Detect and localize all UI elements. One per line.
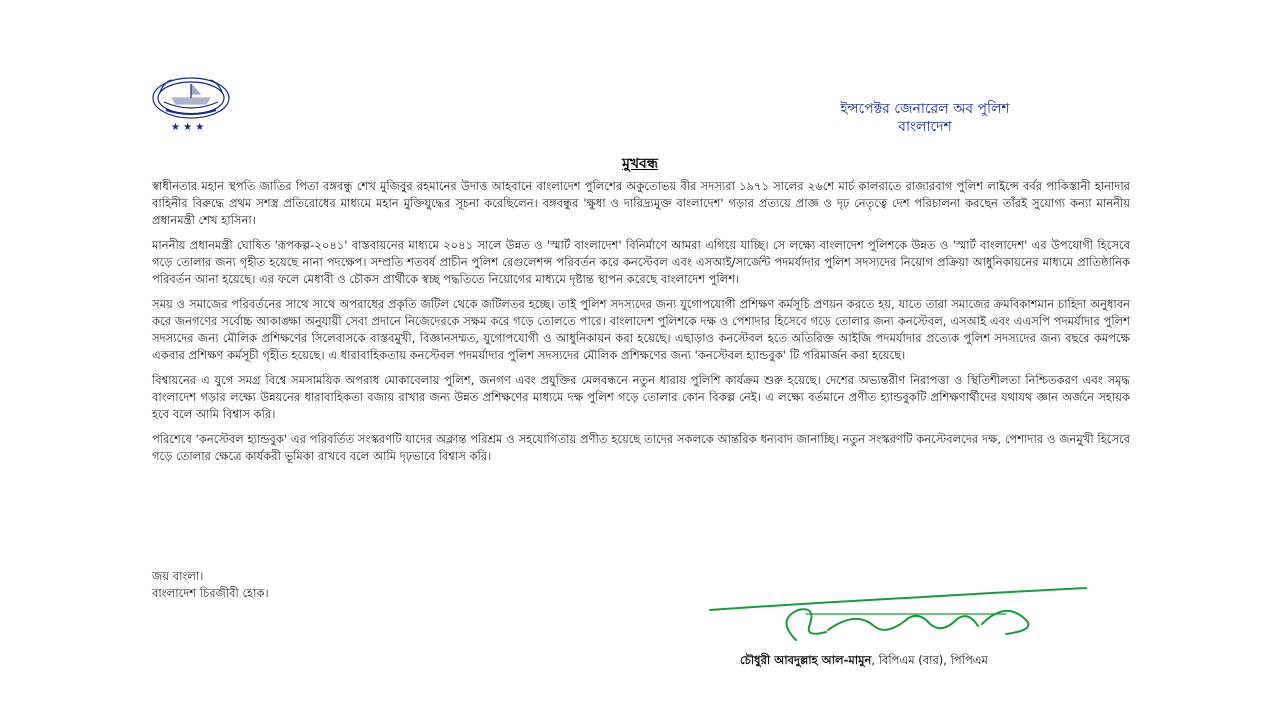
document-body — [152, 178, 1130, 473]
paragraph-5: পরিশেষে 'কনস্টেবল হ্যান্ডবুক' এর পরিবর্তিত সংস্করণটি যাদের অক্লান্ত পরিশ্রম ও সহযোগিতায় প্রণীত হয়েছে তাদের সকলকে আন্তরিক ধন্যবাদ জানাচ্ছি। নতুন সংস্করণটি কনস্টেবলদের দক্ষ, পেশাদার ও জনমুখী হিসেবে গড়ে তোলার ক্ষেত্রে কার্যকরী ভূমিকা রাখবে বলে আমি দৃঢ়ভাবে বিশ্বাস করি। — [152, 432, 1130, 463]
emblem-stars: ★ ★ ★ — [171, 122, 205, 133]
document-title: মুখবন্ধ — [622, 156, 658, 172]
paragraph-2: মাননীয় প্রধানমন্ত্রী ঘোষিত 'রূপকল্প-২০৪১' বাস্তবায়নের মাধ্যমে ২০৪১ সালে উন্নত ও 'স্মার্ট বাংলাদেশ' বিনির্মাণে আমরা এগিয়ে যাচ্ছি। সে লক্ষ্যে বাংলাদেশ পুলিশকে উন্নত ও 'স্মার্ট বাংলাদেশ' এর উপযোগী হিসেবে গড়ে তোলার জন্য গৃহীত হয়েছে নানা পদক্ষেপ। সম্প্রতি শতবর্ষ প্রাচীন পুলিশ রেগুলেশন্স পরিবর্তন করে কনস্টেবল এবং এসআই/সার্জেন্ট পদমর্যাদার পুলিশ সদস্যদের নিয়োগ প্রক্রিয়া আধুনিকায়নের মাধ্যমে প্রাতিষ্ঠানিক পরিবর্তন আনা হয়েছে। এর ফলে মেধাবী ও চৌকস প্রার্থীকে স্বচ্ছ পদ্ধতিতে নিয়োগের মাধ্যমে দৃষ্টান্ত স্থাপন করেছে বাংলাদেশ পুলিশ। — [152, 238, 1130, 286]
signer-honors: , বিপিএম (বার), পিপিএম — [871, 653, 988, 667]
signature-icon — [706, 580, 1090, 652]
header-title — [745, 100, 1105, 136]
signer-block — [740, 652, 988, 671]
paragraph-4: বিশ্বায়নের এ যুগে সমগ্র বিশ্বে সমসাময়িক অপরাধ মোকাবেলায় পুলিশ, জনগণ এবং প্রযুক্তির মেলবন্ধনে নতুন ধারায় পুলিশি কার্যক্রম শুরু হয়েছে। দেশের অভ্যন্তরীণ নিরাপত্তা ও স্থিতিশীলতা নিশ্চিতকরণ এবং সমৃদ্ধ বাংলাদেশ গড়ার লক্ষ্যে উন্নয়নের ধারাবাহিকতা বজায় রাখার জন্য উন্নত প্রশিক্ষণের মাধ্যমে দক্ষ পুলিশ গড়ে তোলার কোন বিকল্প নেই। এ লক্ষ্যে বর্তমানে প্রণীত হ্যান্ডবুকটি প্রশিক্ষণার্থীদের যথাযথ জ্ঞান অর্জনে সহায়ক হবে বলে আমি বিশ্বাস করি। — [152, 373, 1130, 421]
closing-line-1: জয় বাংলা। — [152, 569, 204, 583]
closing-line-2: বাংলাদেশ চিরজীবী হোক। — [152, 586, 269, 600]
police-emblem-logo — [150, 74, 232, 134]
signer-name: চৌধুরী আবদুল্লাহ আল-মামুন — [740, 653, 872, 667]
paragraph-1: স্বাধীনতার মহান স্থপতি জাতির পিতা বঙ্গবন্ধু শেখ মুজিবুর রহমানের উদাত্ত আহবানে বাংলাদেশ পুলিশের অকুতোভয় বীর সদস্যরা ১৯৭১ সালের ২৬শে মার্চ কালরাতে রাজারবাগ পুলিশ লাইন্সে বর্বর পাকিস্তানী হানাদার বাহিনীর বিরুদ্ধে প্রথম সশস্ত্র প্রতিরোধের মাধ্যমে মহান মুক্তিযুদ্ধের সূচনা করেছিলেন। বঙ্গবন্ধুর 'ক্ষুধা ও দারিদ্র্যমুক্ত বাংলাদেশ' গড়ার প্রত্যয়ে প্রাজ্ঞ ও দৃঢ় নেতৃত্বে দেশ পরিচালনা করছেন তাঁরই সুযোগ্য কন্যা মাননীয় প্রধানমন্ত্রী শেখ হাসিনা। — [152, 179, 1130, 227]
closing-block — [152, 568, 269, 602]
paragraph-3: সময় ও সমাজের পরিবর্তনের সাথে সাথে অপরাধের প্রকৃতি জটিল থেকে জটিলতর হচ্ছে। তাই পুলিশ সদস্যদের জন্য যুগোপযোগী প্রশিক্ষণ কর্মসূচি প্রণয়ন করতে হয়, যাতে তারা সমাজের ক্রমবিকাশমান চাহিদা অনুধাবন করে জনগণের সর্বোচ্চ আকাঙ্ক্ষা অনুযায়ী সেবা প্রদানে নিজেদেরকে সক্ষম করে গড়ে তোলতে পারে। বাংলাদেশ পুলিশকে দক্ষ ও পেশাদার হিসেবে গড়ে তোলার জন্য কনস্টেবল, এসআই এবং এএসপি পদমর্যাদার পুলিশ সদস্যদের জন্য মৌলিক প্রশিক্ষণের সিলেবাসকে বাস্তবমুখী, বিজ্ঞানসম্মত, যুগোপযোগী ও আধুনিকায়ন করা হয়েছে। এছাড়াও কনস্টেবল হতে অতিরিক্ত আইজি পদমর্যাদার প্রত্যেক পুলিশ সদস্যদের জন্য বছরে কমপক্ষে একবার প্রশিক্ষণ কর্মসূচী গৃহীত হয়েছে। এ ধারাবাহিকতায় কনস্টেবল পদমর্যাদার পুলিশ সদস্যদের মৌলিক প্রশিক্ষণের জন্য 'কনস্টেবল হ্যান্ডবুক' টি পরিমার্জন করা হয়েছে। — [152, 297, 1130, 362]
title-line-2: বাংলাদেশ — [898, 119, 952, 135]
title-line-1: ইন্সপেক্টর জেনারেল অব পুলিশ — [840, 101, 1010, 117]
